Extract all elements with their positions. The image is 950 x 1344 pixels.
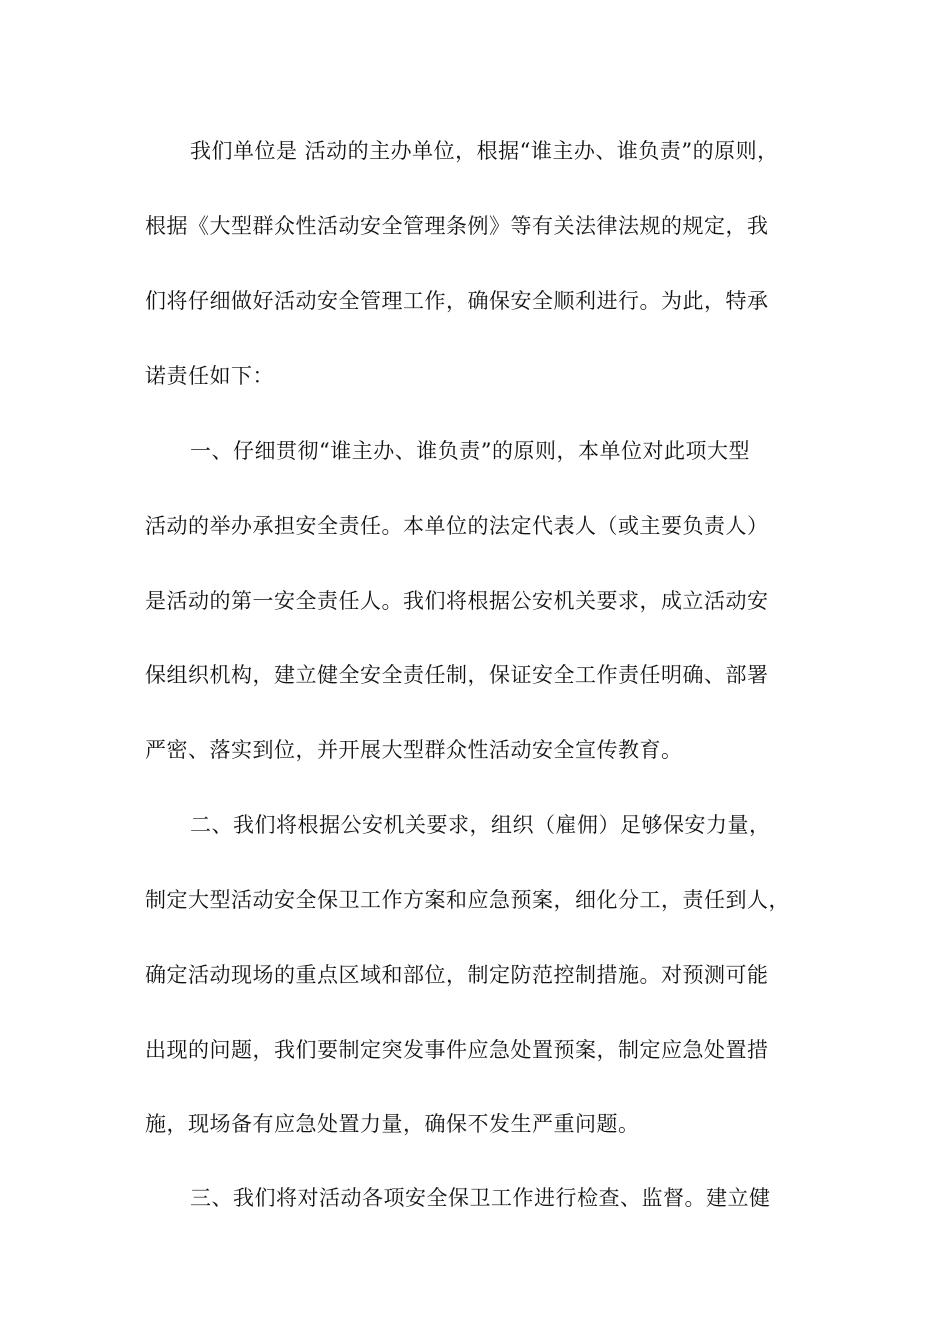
text-line-4: 诺责任如下： [145,364,274,388]
text-line-6: 活动的举办承担安全责任。本单位的法定代表人（或主要负责人） [145,514,769,538]
text-line-1: 我们单位是 活动的主办单位，根据“谁主办、谁负责”的原则， [190,139,779,163]
text-line-12: 确定活动现场的重点区域和部位，制定防范控制措施。对预测可能 [145,963,769,987]
text-line-3: 们将仔细做好活动安全管理工作，确保安全顺利进行。为此，特承 [145,289,769,313]
text-line-8: 保组织机构，建立健全安全责任制，保证安全工作责任明确、部署 [145,663,769,687]
text-line-14: 施，现场备有应急处置力量，确保不发生严重问题。 [145,1112,640,1136]
text-line-15: 三、我们将对活动各项安全保卫工作进行检查、监督。建立健 [190,1186,771,1210]
text-line-9: 严密、落实到位，并开展大型群众性活动安全宣传教育。 [145,738,683,762]
text-line-7: 是活动的第一安全责任人。我们将根据公安机关要求，成立活动安 [145,589,769,613]
text-line-2: 根据《大型群众性活动安全管理条例》等有关法律法规的规定，我 [145,214,769,238]
text-line-10: 二、我们将根据公安机关要求，组织（雇佣）足够保安力量， [190,813,771,837]
text-line-11: 制定大型活动安全保卫工作方案和应急预案，细化分工，责任到人， [145,888,790,912]
text-line-13: 出现的问题，我们要制定突发事件应急处置预案，制定应急处置措 [145,1038,769,1062]
text-line-5: 一、仔细贯彻“谁主办、谁负责”的原则，本单位对此项大型 [190,439,750,463]
